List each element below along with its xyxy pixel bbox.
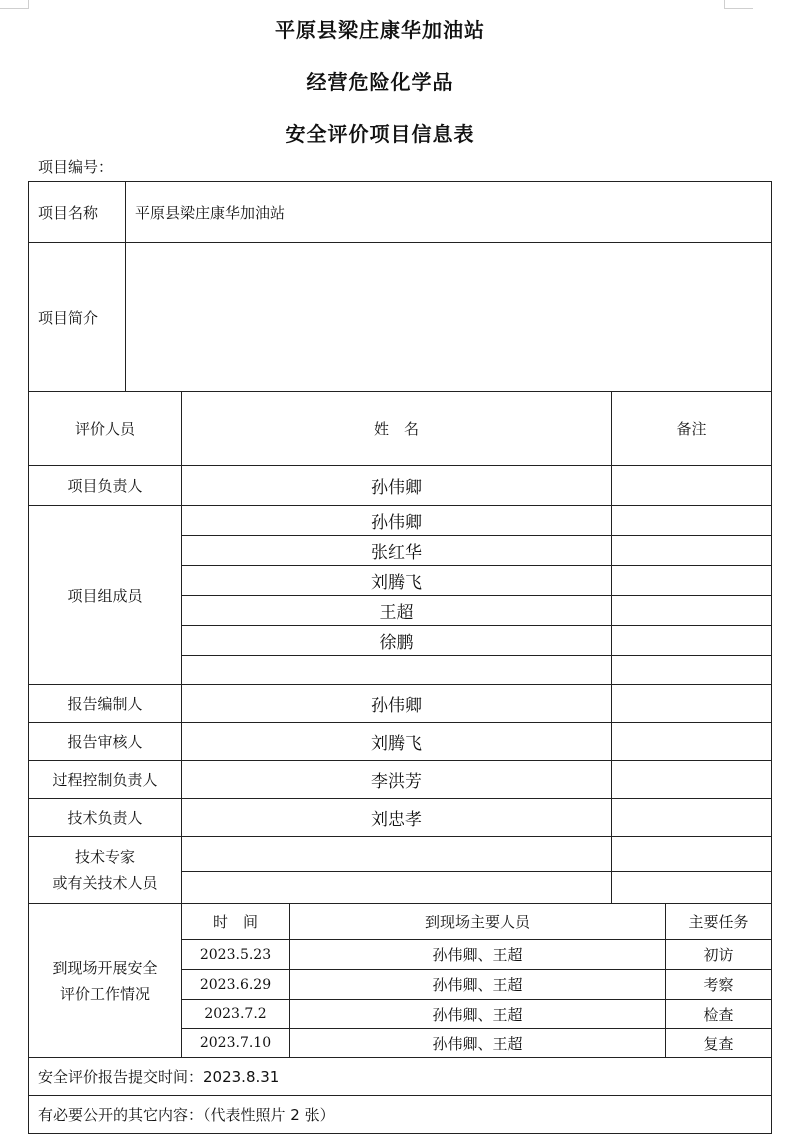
report-reviewer-remark: [612, 723, 772, 761]
expert-remark: [612, 837, 772, 872]
member-remark: [612, 626, 772, 656]
process-control-name: 李洪芳: [182, 761, 612, 799]
site-people: 孙伟卿、王超: [290, 1029, 666, 1058]
report-writer-role: 报告编制人: [29, 685, 182, 723]
row-experts: [29, 837, 772, 872]
other-content: 有必要公开的其它内容：（代表性照片 2 张）: [29, 1096, 772, 1134]
header-role: 评价人员: [29, 392, 182, 466]
site-task: 复查: [666, 1029, 772, 1058]
site-header-task: 主要任务: [666, 904, 772, 940]
member-remark: [612, 656, 772, 685]
member-remark: [612, 506, 772, 536]
process-control-remark: [612, 761, 772, 799]
page-corner-mark: [724, 0, 753, 9]
header-name: 姓 名: [182, 392, 612, 466]
site-work-role: [29, 904, 182, 1058]
expert-name: [182, 837, 612, 872]
row-process-control: [29, 761, 772, 799]
site-task: 考察: [666, 970, 772, 1000]
site-task: 检查: [666, 1000, 772, 1029]
site-header-time: 时 间: [182, 904, 290, 940]
info-table: [28, 181, 772, 1134]
site-people: 孙伟卿、王超: [290, 940, 666, 970]
site-date: 2023.6.29: [182, 970, 290, 1000]
expert-name: [182, 872, 612, 904]
site-date: 2023.5.23: [182, 940, 290, 970]
members-role: 项目组成员: [29, 506, 182, 685]
row-submit-time: [29, 1058, 772, 1096]
report-reviewer-role: 报告审核人: [29, 723, 182, 761]
experts-role-line-2: 或有关技术人员: [52, 874, 158, 892]
row-site-header: [29, 904, 772, 940]
member-name: 刘腾飞: [182, 566, 612, 596]
project-intro-value: [126, 243, 772, 392]
experts-role-line-1: 技术专家: [74, 848, 135, 866]
row-project-intro: [29, 243, 772, 392]
row-personnel-header: [29, 392, 772, 466]
site-task: 初访: [666, 940, 772, 970]
report-writer-name: 孙伟卿: [182, 685, 612, 723]
row-report-writer: [29, 685, 772, 723]
report-writer-remark: [612, 685, 772, 723]
site-work-role-line-1: 到现场开展安全: [52, 958, 158, 977]
project-number-label: 项目编号：: [38, 158, 114, 176]
doc-title-line-2: 经营危险化学品: [306, 70, 454, 94]
site-work-role-line-2: 评价工作情况: [59, 984, 150, 1003]
leader-remark: [612, 466, 772, 506]
header-remark: 备注: [612, 392, 772, 466]
submit-time: 安全评价报告提交时间：2023.8.31: [29, 1058, 772, 1096]
member-remark: [612, 596, 772, 626]
row-other-content: [29, 1096, 772, 1134]
project-name-value: 平原县梁庄康华加油站: [126, 182, 772, 243]
site-people: 孙伟卿、王超: [290, 1000, 666, 1029]
member-name: 孙伟卿: [182, 506, 612, 536]
tech-lead-remark: [612, 799, 772, 837]
row-leader: [29, 466, 772, 506]
member-remark: [612, 536, 772, 566]
site-date: 2023.7.10: [182, 1029, 290, 1058]
project-name-label: 项目名称: [29, 182, 126, 243]
tech-lead-role: 技术负责人: [29, 799, 182, 837]
leader-name: 孙伟卿: [182, 466, 612, 506]
site-people: 孙伟卿、王超: [290, 970, 666, 1000]
report-reviewer-name: 刘腾飞: [182, 723, 612, 761]
member-name: 张红华: [182, 536, 612, 566]
tech-lead-name: 刘忠孝: [182, 799, 612, 837]
row-member: [29, 506, 772, 536]
row-tech-lead: [29, 799, 772, 837]
member-name: 徐鹏: [182, 626, 612, 656]
row-report-reviewer: [29, 723, 772, 761]
member-remark: [612, 566, 772, 596]
site-header-people: 到现场主要人员: [290, 904, 666, 940]
project-intro-label: 项目简介: [29, 243, 126, 392]
row-project-name: [29, 182, 772, 243]
member-name: 王超: [182, 596, 612, 626]
member-name: [182, 656, 612, 685]
leader-role: 项目负责人: [29, 466, 182, 506]
expert-remark: [612, 872, 772, 904]
doc-title-line-3: 安全评价项目信息表: [285, 122, 475, 146]
experts-role: [29, 837, 182, 904]
process-control-role: 过程控制负责人: [29, 761, 182, 799]
page-corner-mark: [0, 0, 29, 9]
doc-title-line-1: 平原县梁庄康华加油站: [275, 18, 485, 42]
site-date: 2023.7.2: [182, 1000, 290, 1029]
